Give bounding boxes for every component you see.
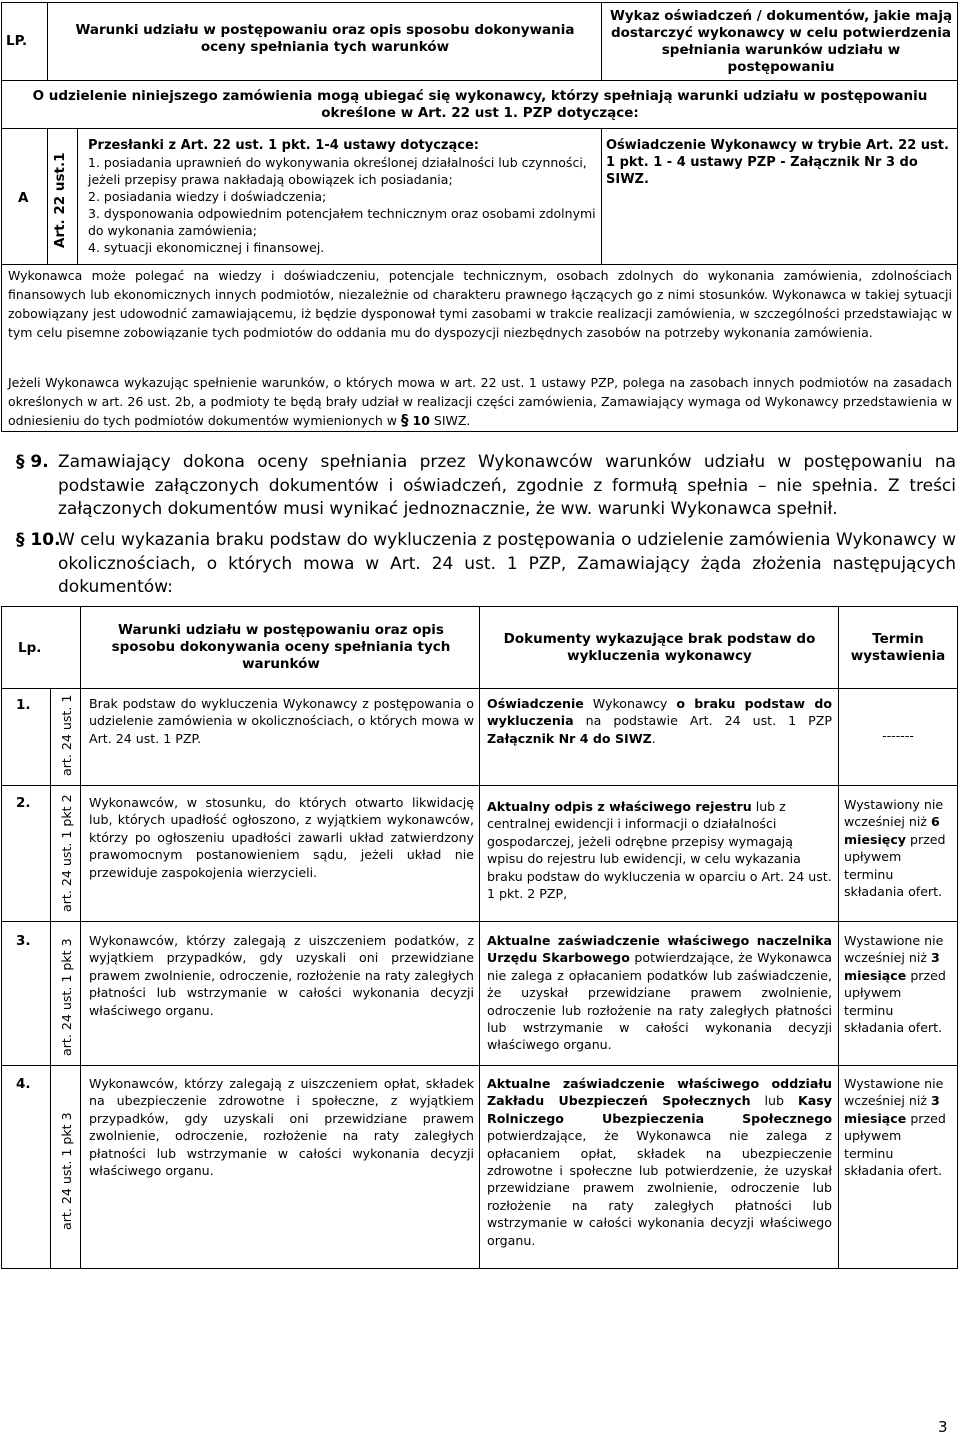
premises-title: Przesłanki z Art. 22 ust. 1 pkt. 1-4 ustawy dotyczące: [88, 138, 479, 153]
row-number: 3. [16, 933, 31, 949]
premise-item: 4. sytuacji ekonomicznej i finansowej. [88, 240, 325, 255]
premise-item: 1. posiadania uprawnień do wykonywania określonej działalności lub czynności, jeżeli przepisy prawa nakładają obowiązek ich posiadania; [88, 155, 587, 187]
row-number: 1. [16, 697, 31, 713]
row-letter: A [18, 190, 29, 206]
row-article: art. 24 ust. 1 [59, 694, 74, 776]
documents-column-header: Dokumenty wykazujące brak podstaw do wykluczenia wykonawcy [503, 631, 816, 664]
row-document: Aktualne zaświadczenie właściwego naczelnika Urzędu Skarbowego potwierdzające, że Wykonawca nie zalega z opłacaniem podatków lub zaświadczenie, że uzyskał przewidziane prawem zwolnienie, odroczenie lub rozłożenie na raty zaległych płatności lub wstrzymanie w całości wykonania decyzji właściwego organu. [487, 933, 832, 1053]
row-article: art. 24 ust. 1 pkt 2 [59, 794, 74, 912]
row-article: art. 24 ust. 1 pkt 3 [59, 1112, 74, 1230]
section-number: 10 [412, 413, 430, 428]
row-condition: Brak podstaw do wykluczenia Wykonawcy z postępowania o udzielenie zamówienia w okolicznościach, o których mowa w Art. 24 ust. 1 PZP. [89, 696, 474, 746]
lp-header: LP. [6, 33, 28, 49]
section-9-number: § 9. [16, 452, 49, 472]
row-term: ------- [882, 728, 914, 743]
section-symbol: § [401, 411, 409, 429]
row-term: Wystawione nie wcześniej niż 3 miesiące przed upływem terminu składania ofert. [844, 1076, 946, 1179]
row-term: Wystawiony nie wcześniej niż 6 miesięcy przed upływem terminu składania ofert. [844, 797, 946, 900]
section-9-text: Zamawiający dokona oceny spełniania przez Wykonawców warunków udziału w postępowaniu na podstawie załączonych dokumentów i oświadczeń, zgodnie z formułą spełnia – nie spełnia. Z treści załączonych dokumentów musi wynikać jednoznacznie, że ww. warunki Wykonawca spełnił. [58, 452, 956, 519]
row-condition: Wykonawców, którzy zalegają z uiszczeniem opłat, składek na ubezpieczenie zdrowotne i społeczne, z wyjątkiem przypadków, gdy uzyskali oni przewidziane prawem zwolnienie, odroczenie, rozłożenie na raty zaległych płatności lub wstrzymanie w całości wykonania decyzji właściwego organu. [89, 1076, 474, 1179]
page-number: 3 [938, 1418, 948, 1436]
row-condition: Wykonawców, którzy zalegają z uiszczeniem podatków, z wyjątkiem przypadków, gdy uzyskali oni przewidziane prawem zwolnienie, odroczenie, rozłożenie na raty zaległych płatności lub wstrzymanie w całości wykonania decyzji właściwego organu. [89, 933, 474, 1018]
row-term: Wystawione nie wcześniej niż 3 miesiące przed upływem terminu składania ofert. [844, 933, 946, 1036]
premise-item: 2. posiadania wiedzy i doświadczenia; [88, 189, 327, 204]
row-document: Aktualne zaświadczenie właściwego oddziału Zakładu Ubezpieczeń Społecznych lub Kasy Rolniczego Ubezpieczenia Społecznego potwierdzające, że Wykonawca nie zalega z opłacaniem opłat, składek na ubezpieczenie zdrowotne i społeczne lub potwierdzenie, że uzyskał przewidziane prawem zwolnienie, odroczenie lub rozłożenie na raty zaległych płatności lub wstrzymanie w całości wykonania decyzji właściwego organu. [487, 1076, 832, 1248]
row-document: Aktualny odpis z właściwego rejestru lub z centralnej ewidencji i informacji o działalności gospodarczej, jeżeli odrębne przepisy wymagają wpisu do rejestru lub ewidencji, w celu wykazania braku podstaw do wykluczenia w oparciu o Art. 24 ust. 1 pkt. 2 PZP, [487, 799, 832, 902]
statement-text: Oświadczenie Wykonawcy w trybie Art. 22 ust. 1 pkt. 1 - 4 ustawy PZP - Załącznik Nr 3 do SIWZ. [606, 138, 949, 187]
lp-column-header: Lp. [18, 640, 42, 656]
paragraph-subcontractors: Jeżeli Wykonawca wykazując spełnienie warunków, o których mowa w art. 22 ust. 1 ustawy PZP, polega na zasobach innych podmiotów na zasadach określonych w art. 26 ust. 2b, a podmioty te będą brały udział w realizacji części zamówienia, Zamawiający wymaga od Wykonawcy przedstawienia w odniesieniu do tych podmiotów dokumentów wymienionych w § 10 SIWZ. [8, 375, 952, 429]
row-condition: Wykonawców, w stosunku, do których otwarto likwidację lub, których upadłość ogłoszono, z wyjątkiem wykonawców, którzy po ogłoszeniu upadłości zawarli układ zatwierdzony prawomocnym postanowieniem sądu, jeżeli układ nie przewiduje zaspokojenia wierzycieli. [89, 795, 474, 880]
row-article: art. 24 ust. 1 pkt 3 [59, 938, 74, 1056]
row-article: Art. 22 ust.1 [52, 152, 68, 248]
premises-block [88, 137, 596, 256]
section-10-number: § 10. [16, 530, 61, 550]
conditions-header: Warunki udziału w postępowaniu oraz opis sposobu dokonywania oceny spełniania tych warunków [75, 22, 575, 55]
conditions-column-header: Warunki udziału w postępowaniu oraz opis sposobu dokonywania oceny spełniania tych warunków [111, 622, 451, 672]
row-document: Oświadczenie Wykonawcy o braku podstaw do wykluczenia na podstawie Art. 24 ust. 1 PZP Załącznik Nr 4 do SIWZ. [487, 696, 832, 746]
paragraph-resources: Wykonawca może polegać na wiedzy i doświadczeniu, potencjale technicznym, osobach zdolnych do wykonania zamówienia, zdolnościach finansowych lub ekonomicznych innych podmiotów, niezależnie od charakteru prawnego łączących go z nimi stosunków. Wykonawca w takiej sytuacji zobowiązany jest udowodnić zamawiającemu, iż będzie dysponował tymi zasobami w trakcie realizacji zamówienia, w szczególności przedstawiając w tym celu pisemne zobowiązanie tych podmiotów do oddania mu do dyspozycji niezbędnych zasobów na potrzeby wykonania zamówienia. [8, 268, 952, 340]
documents-header: Wykaz oświadczeń / dokumentów, jakie mają dostarczyć wykonawcy w celu potwierdzenia spełniania warunków udziału w postępowaniu [609, 8, 953, 75]
row-number: 4. [16, 1076, 31, 1092]
intro-text: O udzielenie niniejszego zamówienia mogą ubiegać się wykonawcy, którzy spełniają warunki udziału w postępowaniu określone w Art. 22 ust 1. PZP dotyczące: [32, 88, 928, 121]
premise-item: 3. dysponowania odpowiednim potencjałem technicznym oraz osobami zdolnymi do wykonania zamówienia; [88, 206, 596, 238]
section-10-text: W celu wykazania braku podstaw do wykluczenia z postępowania o udzielenie zamówienia Wykonawcy w okolicznościach, o których mowa w Art. 24 ust. 1 PZP, Zamawiający żąda złożenia następujących dokumentów: [58, 530, 956, 597]
term-column-header: Termin wystawienia [850, 631, 946, 664]
row-number: 2. [16, 795, 31, 811]
